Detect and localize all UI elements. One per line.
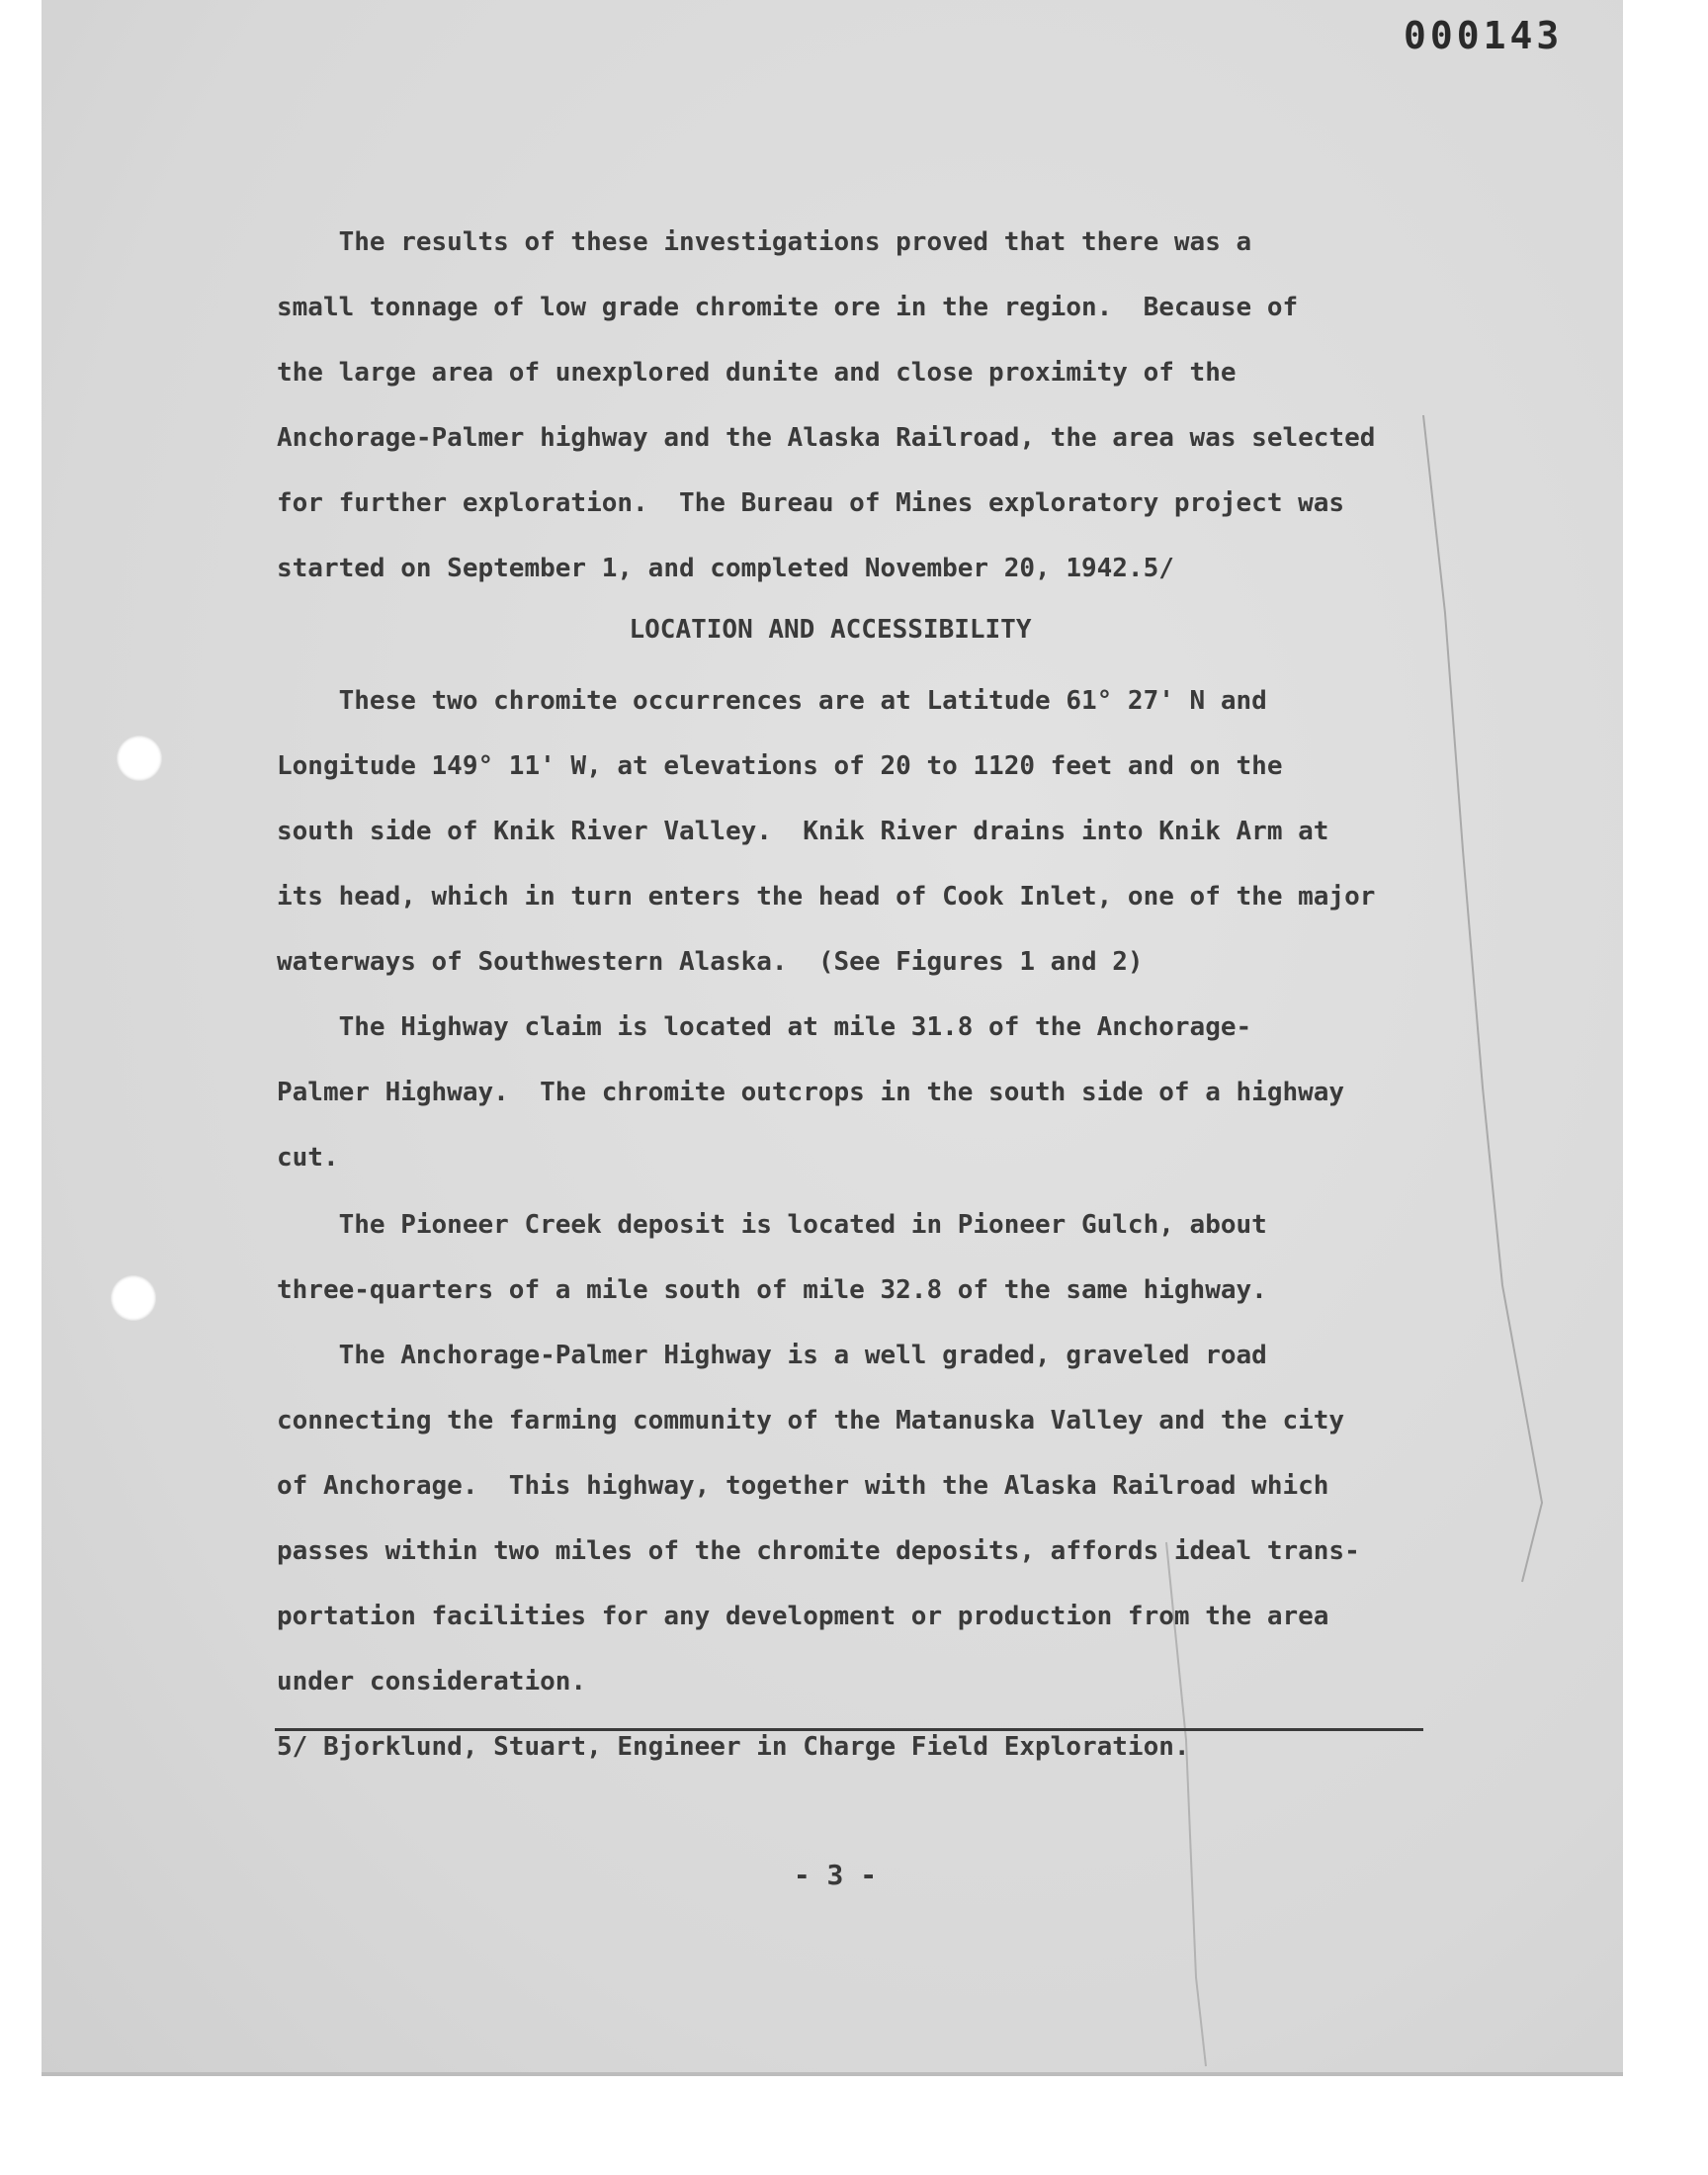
text-line: connecting the farming community of the Matanuska Valley and the city <box>277 1406 1345 1436</box>
section-heading: LOCATION AND ACCESSIBILITY <box>629 615 1032 645</box>
text-line: of Anchorage. This highway, together with the Alaska Railroad which <box>277 1471 1329 1501</box>
text-line: started on September 1, and completed November 20, 1942.5/ <box>277 554 1174 583</box>
text-line: waterways of Southwestern Alaska. (See Figures 1 and 2) <box>277 947 1144 977</box>
text-line: south side of Knik River Valley. Knik River drains into Knik Arm at <box>277 817 1329 846</box>
footnote: 5/ Bjorklund, Stuart, Engineer in Charge Field Exploration. <box>277 1732 1190 1762</box>
text-line: The Anchorage-Palmer Highway is a well graded, graveled road <box>277 1341 1267 1370</box>
text-line: three-quarters of a mile south of mile 32.8 of the same highway. <box>277 1275 1267 1305</box>
text-line: portation facilities for any development or production from the area <box>277 1602 1329 1631</box>
text-line: its head, which in turn enters the head of Cook Inlet, one of the major <box>277 882 1376 912</box>
text-line: The results of these investigations proved that there was a <box>277 227 1252 257</box>
text-line: These two chromite occurrences are at Latitude 61° 27' N and <box>277 686 1267 716</box>
text-line: The Highway claim is located at mile 31.8 of the Anchorage- <box>277 1012 1252 1042</box>
text-line: passes within two miles of the chromite deposits, affords ideal trans- <box>277 1536 1360 1566</box>
text-line: for further exploration. The Bureau of Mines exploratory project was <box>277 488 1345 518</box>
text-line: Longitude 149° 11' W, at elevations of 20 to 1120 feet and on the <box>277 751 1283 781</box>
document-number: 000143 <box>1404 14 1564 57</box>
text-line: The Pioneer Creek deposit is located in Pioneer Gulch, about <box>277 1210 1267 1240</box>
text-line: cut. <box>277 1143 339 1173</box>
page-number: - 3 - <box>793 1859 878 1891</box>
text-line: small tonnage of low grade chromite ore in the region. Because of <box>277 293 1299 322</box>
text-line: under consideration. <box>277 1667 587 1696</box>
footnote-rule <box>275 1728 1423 1731</box>
text-line: Anchorage-Palmer highway and the Alaska Railroad, the area was selected <box>277 423 1376 453</box>
text-line: the large area of unexplored dunite and close proximity of the <box>277 358 1237 388</box>
text-line: Palmer Highway. The chromite outcrops in the south side of a highway <box>277 1078 1345 1107</box>
